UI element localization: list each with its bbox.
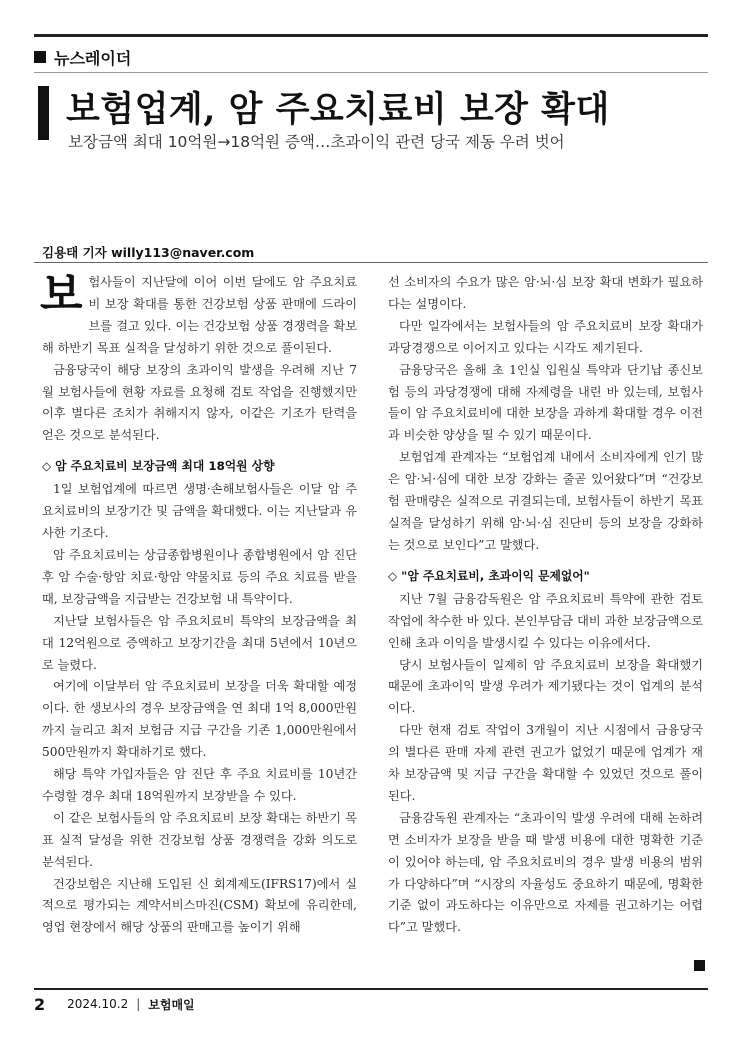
page-number: 2 [34,994,46,1014]
issue-date: 2024.10.2 [67,997,129,1011]
article-column-right [388,272,703,939]
end-mark-icon [694,960,705,971]
paragraph: 1일 보험업계에 따르면 생명·손해보험사들은 이달 암 주요치료비의 보장기간 및 금액을 확대했다. 이는 지난달과 유사한 기조다. [42,482,357,541]
paragraph: 여기에 이달부터 암 주요치료비 보장을 더욱 확대할 예정이다. 한 생보사의 경우 보장금액을 연 최대 1억 8,000만원까지 늘리고 최저 보험금 지급 구간을 기존 1,000만원에서 500만원까지 확대하기로 했다. [42,679,357,760]
paragraph: 선 소비자의 수요가 많은 암·뇌·심 보장 확대 변화가 필요하다는 설명이다. [388,275,703,311]
byline-divider [34,262,708,263]
byline: 김용태 기자 willy113@naver.com [42,245,255,260]
paragraph-text: 험사들이 지난달에 이어 이번 달에도 암 주요치료비 보장 확대를 통한 건강보험 상품 판매에 드라이브를 걸고 있다. 이는 건강보험 상품 경쟁력을 확보해 하반기 목표 실적을 달성하기 위한 것으로 풀이된다. [42,275,357,355]
paragraph: 금융감독원 관계자는 “초과이익 발생 우려에 대해 논하려면 소비자가 보장을 받을 때 발생 비용에 대한 명확한 기준이 있어야 하는데, 암 주요치료비의 경우 발생 비용의 범위가 다양하다”며 “시장의 자율성도 중요하기 때문에, 명확한 기준 없이 과도하다는 이유만으로 자제를 권고하기는 어렵다”고 말했다. [388,810,703,935]
paragraph [40,269,357,360]
paragraph: 다만 일각에서는 보험사들의 암 주요치료비 보장 확대가 과당경쟁으로 이어지고 있다는 시각도 제기된다. [388,318,703,355]
paragraph: 당시 보험사들이 일제히 암 주요치료비 보장을 확대했기 때문에 초과이익 발생 우려가 제기됐다는 것이 업계의 분석이다. [388,657,703,716]
subheading: ◇ "암 주요치료비, 초과이익 문제없어" [388,568,590,583]
section-name: 뉴스레이더 [54,48,132,68]
publication-name: 보험매일 [148,997,195,1012]
paragraph: 다만 현재 검토 작업이 3개월이 지난 시점에서 금융당국의 별다른 판매 자제 관련 권고가 없었기 때문에 업계가 재차 보장금액 및 지급 구간을 확대할 수 있었던 것으로 풀이된다. [388,723,703,803]
paragraph: 이 같은 보험사들의 암 주요치료비 보장 확대는 하반기 목표 실적 달성을 위한 건강보험 상품 경쟁력을 강화 의도로 분석된다. [42,810,357,869]
article-column-left [40,269,357,939]
page-footer [34,994,195,1014]
paragraph: 건강보험은 지난해 도입된 신 회계제도(IFRS17)에서 실적으로 평가되는 계약서비스마진(CSM) 확보에 유리한데, 영업 현장에서 해당 상품의 판매고를 높이기 위해 [42,876,357,935]
subheading: ◇ 암 주요치료비 보장금액 최대 18억원 상향 [42,459,275,474]
section-divider [34,72,708,73]
paragraph: 금융당국이 해당 보장의 초과이익 발생을 우려해 지난 7월 보험사들에 현황 자료를 요청해 검토 작업을 진행했지만 이후 별다른 조치가 취해지지 않자, 이같은 기조가 탄력을 얻은 것으로 분석된다. [42,362,357,443]
top-rule [34,34,708,37]
paragraph: 지난달 보험사들은 암 주요치료비 특약의 보장금액을 최대 12억원으로 증액하고 보장기간을 최대 5년에서 10년으로 늘렸다. [42,613,357,672]
article-subtitle: 보장금액 최대 10억원→18억원 증액…초과이익 관련 당국 제동 우려 벗어 [68,133,565,151]
paragraph: 보험업계 관계자는 “보험업계 내에서 소비자에게 인기 많은 암·뇌·심에 대한 보장 강화는 줄곧 있어왔다”며 “건강보험 판매량은 실적으로 귀결되는데, 보험사들이 하반기 목표 실적을 달성하기 위해 암·뇌·심 진단비 등의 보장을 강화하는 것으로 보인다”고 말했다. [388,450,703,552]
footer-separator: | [136,997,141,1011]
section-label [34,44,131,70]
paragraph: 지난 7월 금융감독원은 암 주요치료비 특약에 관한 검토 작업에 착수한 바 있다. 본인부담금 대비 과한 보장금액으로 인해 초과 이익을 발생시킬 수 있다는 이유에서다. [388,591,703,650]
article-title: 보험업계, 암 주요치료비 보장 확대 [66,89,610,130]
footer-rule [34,988,708,990]
section-square-icon [34,51,46,63]
title-accent-bar [38,86,49,140]
drop-cap: 보 [40,269,83,320]
paragraph: 해당 특약 가입자들은 암 진단 후 주요 치료비를 10년간 수령할 경우 최대 18억원까지 보장받을 수 있다. [42,767,357,803]
paragraph: 암 주요치료비는 상급종합병원이나 종합병원에서 암 진단 후 암 수술·항암 치료·항암 약물치료 등의 주요 치료를 받을 때, 보장금액을 지급받는 건강보험 내 특약이다. [42,547,357,606]
paragraph: 금융당국은 올해 초 1인실 입원실 특약과 단기납 종신보험 등의 과당경쟁에 대해 자제령을 내린 바 있는데, 보험사들이 암 주요치료비에 대한 보장을 과하게 확대할 경우 이전과 비슷한 양상을 띨 수 있기 때문이다. [388,362,703,443]
